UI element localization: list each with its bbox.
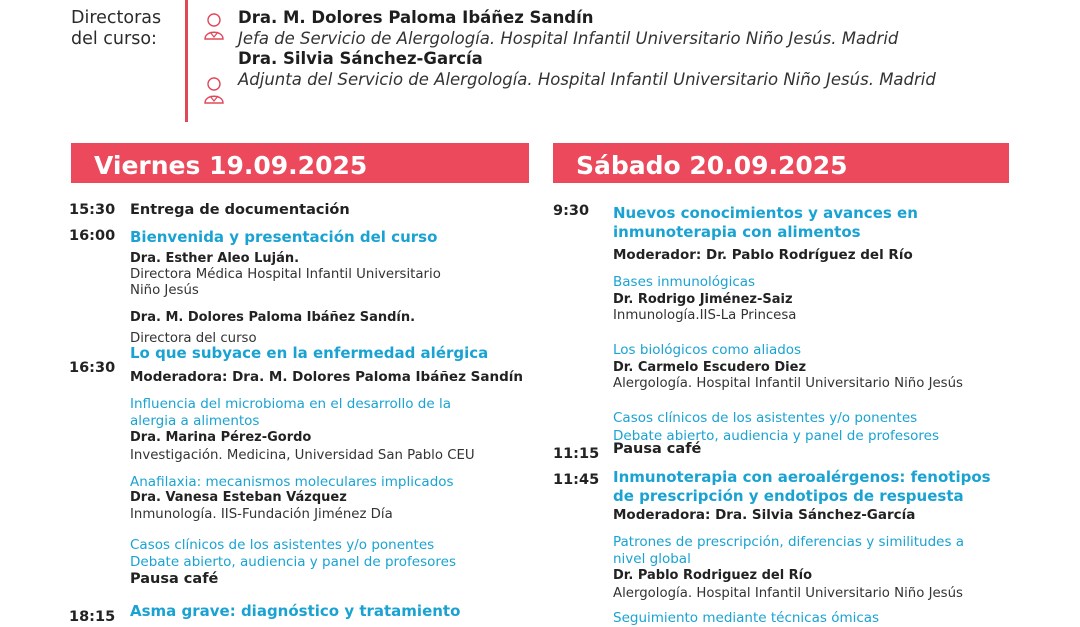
moderator: Moderadora: Dra. M. Dolores Paloma Ibáñez Sandín <box>130 369 523 385</box>
talk-title: Casos clínicos de los asistentes y/o ponentes <box>613 410 918 426</box>
session-title: Inmunoterapia con aeroalérgenos: fenotipos <box>613 468 991 486</box>
person-icon <box>201 75 227 105</box>
session-time: 9:30 <box>553 203 590 219</box>
session-title: Asma grave: diagnóstico y tratamiento <box>130 602 461 620</box>
session-title: Lo que subyace en la enfermedad alérgica <box>130 344 489 362</box>
session-time: 11:15 <box>553 446 600 462</box>
header-divider <box>185 0 188 122</box>
speaker-name: Dr. Carmelo Escudero Diez <box>613 360 807 375</box>
talk-title: Seguimiento mediante técnicas ómicas <box>613 610 880 626</box>
speaker-affiliation: Inmunología. IIS-Fundación Jiménez Día <box>130 507 393 522</box>
session-time: 16:30 <box>69 360 116 376</box>
speaker-affiliation: Alergología. Hospital Infantil Universitario Niño Jesús <box>613 586 963 601</box>
day-header-friday: Viernes 19.09.2025 <box>71 143 529 183</box>
session-time: 15:30 <box>69 202 116 218</box>
break-label: Pausa café <box>613 441 702 457</box>
talk-title: alergia a alimentos <box>130 413 260 429</box>
speaker-affiliation: Alergología. Hospital Infantil Universitario Niño Jesús <box>613 376 963 391</box>
session-title: de prescripción y endotipos de respuesta <box>613 487 964 505</box>
speaker-affiliation: Directora del curso <box>130 331 257 346</box>
speaker-name: Dra. M. Dolores Paloma Ibáñez Sandín. <box>130 310 416 325</box>
director-name: Dra. M. Dolores Paloma Ibáñez Sandín <box>238 8 594 27</box>
session-title: Entrega de documentación <box>130 202 350 218</box>
moderator: Moderadora: Dra. Silvia Sánchez-García <box>613 507 916 523</box>
talk-title: Anafilaxia: mecanismos moleculares implicados <box>130 474 454 490</box>
talk-title: nivel global <box>613 551 691 567</box>
session-title: Bienvenida y presentación del curso <box>130 228 438 246</box>
director-role: Adjunta del Servicio de Alergología. Hospital Infantil Universitario Niño Jesús. Madrid <box>238 70 936 89</box>
speaker-affiliation: Niño Jesús <box>130 283 199 298</box>
moderator: Moderador: Dr. Pablo Rodríguez del Río <box>613 247 913 263</box>
directors-label: Directoras del curso: <box>71 8 162 49</box>
speaker-affiliation: Directora Médica Hospital Infantil Universitario <box>130 267 441 282</box>
speaker-name: Dra. Marina Pérez-Gordo <box>130 430 312 445</box>
director-name: Dra. Silvia Sánchez-García <box>238 49 483 68</box>
speaker-affiliation: Inmunología.IIS-La Princesa <box>613 308 797 323</box>
session-time: 11:45 <box>553 472 600 488</box>
session-title: Nuevos conocimientos y avances en <box>613 204 918 222</box>
session-title: inmunoterapia con alimentos <box>613 223 861 241</box>
day-header-saturday: Sábado 20.09.2025 <box>553 143 1009 183</box>
talk-title: Debate abierto, audiencia y panel de profesores <box>613 428 939 444</box>
director-role: Jefa de Servicio de Alergología. Hospital Infantil Universitario Niño Jesús. Madrid <box>238 29 899 48</box>
speaker-name: Dr. Rodrigo Jiménez-Saiz <box>613 292 793 307</box>
session-time: 18:15 <box>69 609 116 625</box>
speaker-name: Dra. Esther Aleo Luján. <box>130 251 300 266</box>
speaker-affiliation: Investigación. Medicina, Universidad San Pablo CEU <box>130 448 475 463</box>
session-time: 16:00 <box>69 228 116 244</box>
talk-title: Los biológicos como aliados <box>613 342 802 358</box>
talk-title: Debate abierto, audiencia y panel de profesores <box>130 554 456 570</box>
person-icon <box>201 11 227 41</box>
talk-title: Influencia del microbioma en el desarrollo de la <box>130 396 451 412</box>
talk-title: Patrones de prescripción, diferencias y similitudes a <box>613 534 965 550</box>
break-label: Pausa café <box>130 571 219 587</box>
talk-title: Bases inmunológicas <box>613 274 756 290</box>
talk-title: Casos clínicos de los asistentes y/o ponentes <box>130 537 435 553</box>
speaker-name: Dr. Pablo Rodriguez del Río <box>613 568 813 583</box>
speaker-name: Dra. Vanesa Esteban Vázquez <box>130 490 347 505</box>
